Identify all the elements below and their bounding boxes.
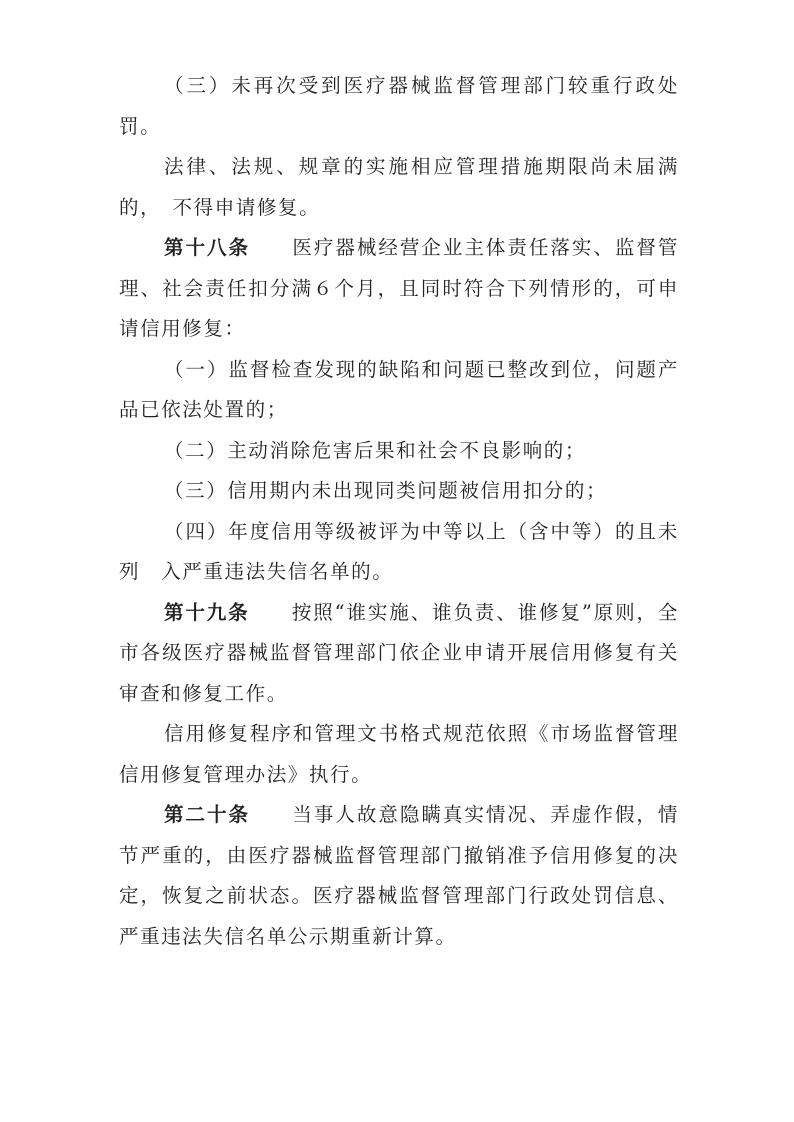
clause-item-3-no-further-penalty xyxy=(119,66,679,147)
document-body xyxy=(119,66,679,957)
paragraph-text: 当事人故意隐瞒真实情况、弄虚作假，情节严重的，由医疗器械监督管理部门撤销准予信用修复的决定，恢复之前状态。医疗器械监督管理部门行政处罚信息、严重违法失信名单公示期重新计算。 xyxy=(119,803,679,948)
paragraph-text: （三）未再次受到医疗器械监督管理部门较重行政处罚。 xyxy=(119,74,679,138)
clause-item-2 xyxy=(119,431,679,472)
article-20 xyxy=(119,795,679,957)
paragraph-text: （四）年度信用等级被评为中等以上（含中等）的且未列 入严重违法失信名单的。 xyxy=(119,519,679,583)
paragraph-text: 按照“谁实施、谁负责、谁修复”原则，全市各级医疗器械监督管理部门依企业申请开展信用修复有关审查和修复工作。 xyxy=(119,600,679,705)
paragraph-period-not-expired xyxy=(119,147,679,228)
article-18 xyxy=(119,228,679,350)
clause-item-3 xyxy=(119,471,679,512)
article-heading: 第十九条 xyxy=(164,600,250,624)
paragraph-text: 法律、法规、规章的实施相应管理措施期限尚未届满的， 不得申请修复。 xyxy=(119,155,679,219)
paragraph-text: 信用修复程序和管理文书格式规范依照《市场监督管理信用修复管理办法》执行。 xyxy=(119,722,679,786)
clause-item-1 xyxy=(119,350,679,431)
article-19 xyxy=(119,593,679,715)
paragraph-text: （一）监督检查发现的缺陷和问题已整改到位，问题产品已依法处置的； xyxy=(119,357,679,421)
clause-item-4 xyxy=(119,512,679,593)
article-heading: 第二十条 xyxy=(164,803,250,826)
paragraph-procedure xyxy=(119,714,679,795)
paragraph-text: 医疗器械经营企业主体责任落实、监督管理、社会责任扣分满６个月，且同时符合下列情形的，可申请信用修复： xyxy=(119,236,679,340)
paragraph-text: （三）信用期内未出现同类问题被信用扣分的； xyxy=(164,479,608,502)
article-heading: 第十八条 xyxy=(164,236,250,259)
paragraph-text: （二）主动消除危害后果和社会不良影响的； xyxy=(164,438,587,462)
